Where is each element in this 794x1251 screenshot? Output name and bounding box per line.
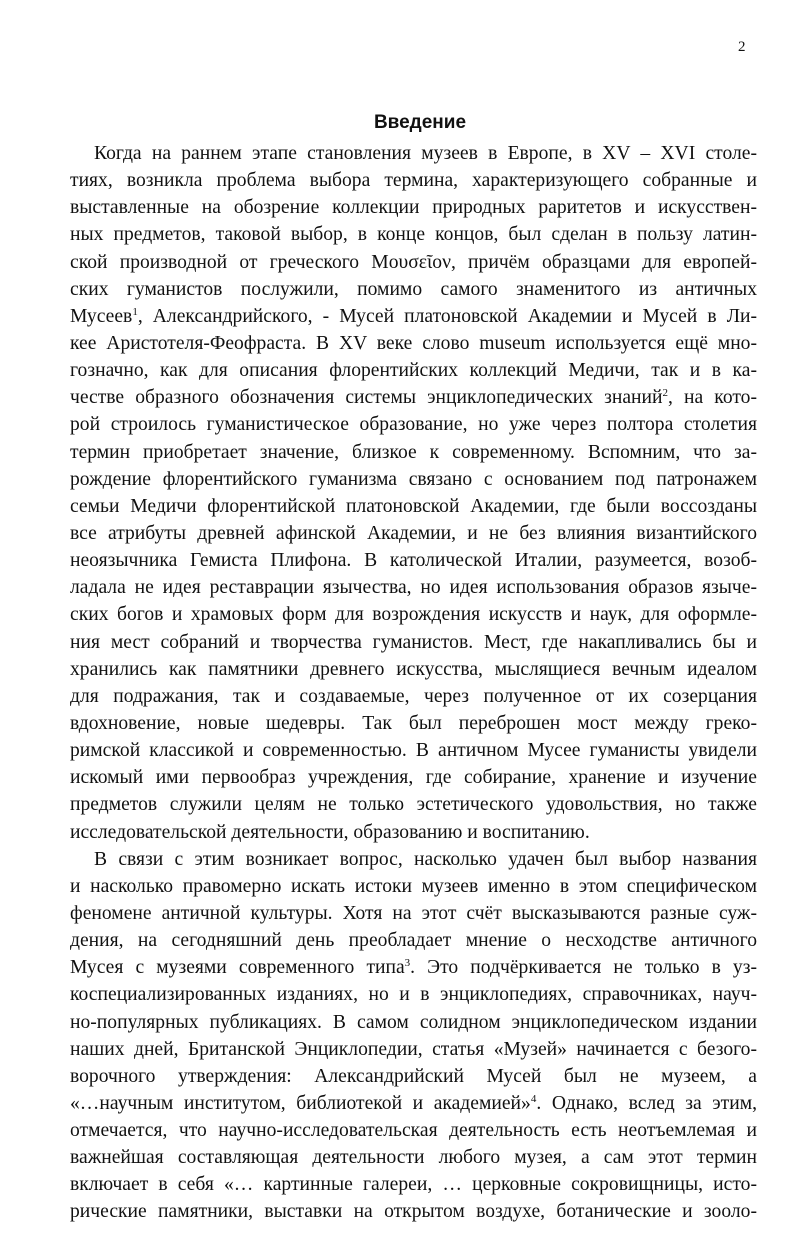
text-line (70, 249, 757, 276)
text-line (70, 493, 757, 520)
line-text: включает в себя «… картинные галереи, … церковные сокровищницы, исто- (70, 1174, 757, 1196)
line-text: семьи Медичи флорентийской платоновской Академии, где были воссозданы (70, 495, 757, 517)
text-line (70, 194, 757, 221)
text-line (70, 411, 757, 438)
line-text: важнейшая составляющая деятельности любого музея, а сам этот термин (70, 1147, 757, 1169)
line-text: Когда на раннем этапе становления музеев в Европе, в XV – XVI столе- (94, 143, 757, 164)
line-text: «…научным институтом, библиотекой и академией» (70, 1092, 531, 1114)
line-text: выставленные на обозрение коллекции природных раритетов и искусствен- (70, 197, 757, 219)
text-line (70, 574, 757, 601)
text-line (70, 737, 757, 764)
line-text: дения, на сегодняшний день преобладает мнение о несходстве античного (70, 930, 757, 952)
text-line (70, 1090, 757, 1117)
text-line (70, 873, 757, 900)
line-text: но-популярных публикациях. В самом солидном энциклопедическом издании (70, 1011, 757, 1033)
text-line (70, 819, 757, 846)
text-line (70, 167, 757, 194)
line-text: гозначно, как для описания флорентийских коллекций Медичи, так и в ка- (70, 360, 757, 382)
text-line (70, 1036, 757, 1063)
line-text: коспециализированных изданиях, но и в энциклопедиях, справочниках, науч- (70, 984, 757, 1006)
line-text: искомый ими первообраз учреждения, где собирание, хранение и изучение (70, 767, 757, 789)
text-line (70, 1171, 757, 1198)
text-line (70, 683, 757, 710)
line-text: и насколько правомерно искать истоки музеев именно в этом специфическом (70, 875, 757, 897)
text-line (70, 846, 757, 873)
text-line (70, 927, 757, 954)
line-text: кее Аристотеля-Феофраста. В XV веке слово museum используется ещё мно- (70, 332, 757, 354)
text-line (70, 1198, 757, 1225)
text-line (70, 520, 757, 547)
text-line (70, 384, 757, 411)
line-text: неоязычника Гемиста Плифона. В католической Италии, разумеется, возоб- (70, 550, 757, 572)
line-text: хранились как памятники древнего искусства, мыслящиеся вечным идеалом (70, 658, 757, 680)
line-text-continued: . Однако, вслед за этим, (536, 1092, 757, 1114)
line-text: феномене античной культуры. Хотя на этот счёт высказываются разные суж- (70, 902, 757, 924)
text-line (70, 1063, 757, 1090)
footnote-marker: 1 (132, 305, 138, 318)
text-line (70, 357, 757, 384)
line-text: отмечается, что научно-исследовательская деятельность есть неотъемлемая и (70, 1120, 757, 1142)
line-text: ладала не идея реставрации язычества, но идея использования образов языче- (70, 577, 757, 599)
line-text: Мусея с музеями современного типа (70, 957, 405, 979)
line-text-continued: . Это подчёркивается не только в уз- (410, 957, 757, 979)
line-text: исследовательской деятельности, образованию и воспитанию. (70, 821, 590, 843)
line-text: ских богов и храмовых форм для возрождения искусств и наук, для оформле- (70, 604, 757, 626)
line-text: все атрибуты древней афинской Академии, и не без влияния византийского (70, 522, 757, 544)
line-text: ворочного утверждения: Александрийский Мусей был не музеем, а (70, 1065, 757, 1087)
line-text: честве образного обозначения системы энциклопедических знаний (70, 387, 663, 409)
text-line (70, 276, 757, 303)
text-line (70, 303, 757, 330)
line-text-continued: , Александрийского, - Мусей платоновской Академии и Мусей в Ли- (137, 305, 757, 327)
text-line (70, 791, 757, 818)
line-text: термин приобретает значение, близкое к современному. Вспомним, что за- (70, 441, 757, 463)
text-line (70, 954, 757, 981)
text-line (70, 466, 757, 493)
line-text: для подражания, так и создаваемые, через полученное от их созерцания (70, 685, 757, 707)
text-line (70, 656, 757, 683)
line-text: рой строилось гуманистическое образование, но уже через полтора столетия (70, 414, 757, 436)
text-line (70, 330, 757, 357)
text-line (70, 764, 757, 791)
line-text: ских гуманистов послужили, помимо самого знаменитого из античных (70, 278, 757, 300)
line-text: рождение флорентийского гуманизма связано с основанием под патронажем (70, 468, 757, 490)
text-line (70, 900, 757, 927)
line-text: предметов служили целям не только эстетического удовольствия, но также (70, 794, 757, 816)
footnote-marker: 3 (404, 957, 411, 970)
section-title: Введение (373, 112, 467, 133)
text-line (70, 710, 757, 737)
text-line (70, 1009, 757, 1036)
line-text: ных предметов, таковой выбор, в конце концов, был сделан в пользу латин- (70, 224, 757, 246)
text-line (70, 1117, 757, 1144)
line-text: рические памятники, выставки на открытом воздухе, ботанические и зооло- (70, 1201, 757, 1223)
line-text: ской производной от греческого Μουσεῖον, причём образцами для европей- (70, 251, 757, 273)
footnote-marker: 2 (662, 387, 668, 400)
line-text: наших дней, Британской Энциклопедии, статья «Музей» начинается с безого- (70, 1038, 757, 1060)
line-text: вдохновение, новые шедевры. Так был переброшен мост между греко- (70, 712, 757, 734)
text-line (70, 547, 757, 574)
text-line (70, 140, 757, 167)
text-line (70, 629, 757, 656)
line-text-continued: , на кото- (668, 387, 757, 409)
line-text: Мусеев (70, 305, 133, 327)
line-text: тиях, возникла проблема выбора термина, характеризующего собранные и (70, 170, 757, 192)
footnote-marker: 4 (530, 1092, 537, 1105)
text-line (70, 439, 757, 466)
text-line (70, 601, 757, 628)
line-text: ния мест собраний и творчества гуманистов. Мест, где накапливались бы и (70, 631, 757, 653)
line-text: В связи с этим возникает вопрос, насколько удачен был выбор названия (94, 848, 757, 870)
text-line (70, 221, 757, 248)
text-line (70, 1144, 757, 1171)
line-text: римской классикой и современностью. В античном Мусее гуманисты увидели (70, 740, 757, 762)
text-line (70, 981, 757, 1008)
body-text (70, 140, 757, 1226)
page-number: 2 (738, 39, 746, 55)
